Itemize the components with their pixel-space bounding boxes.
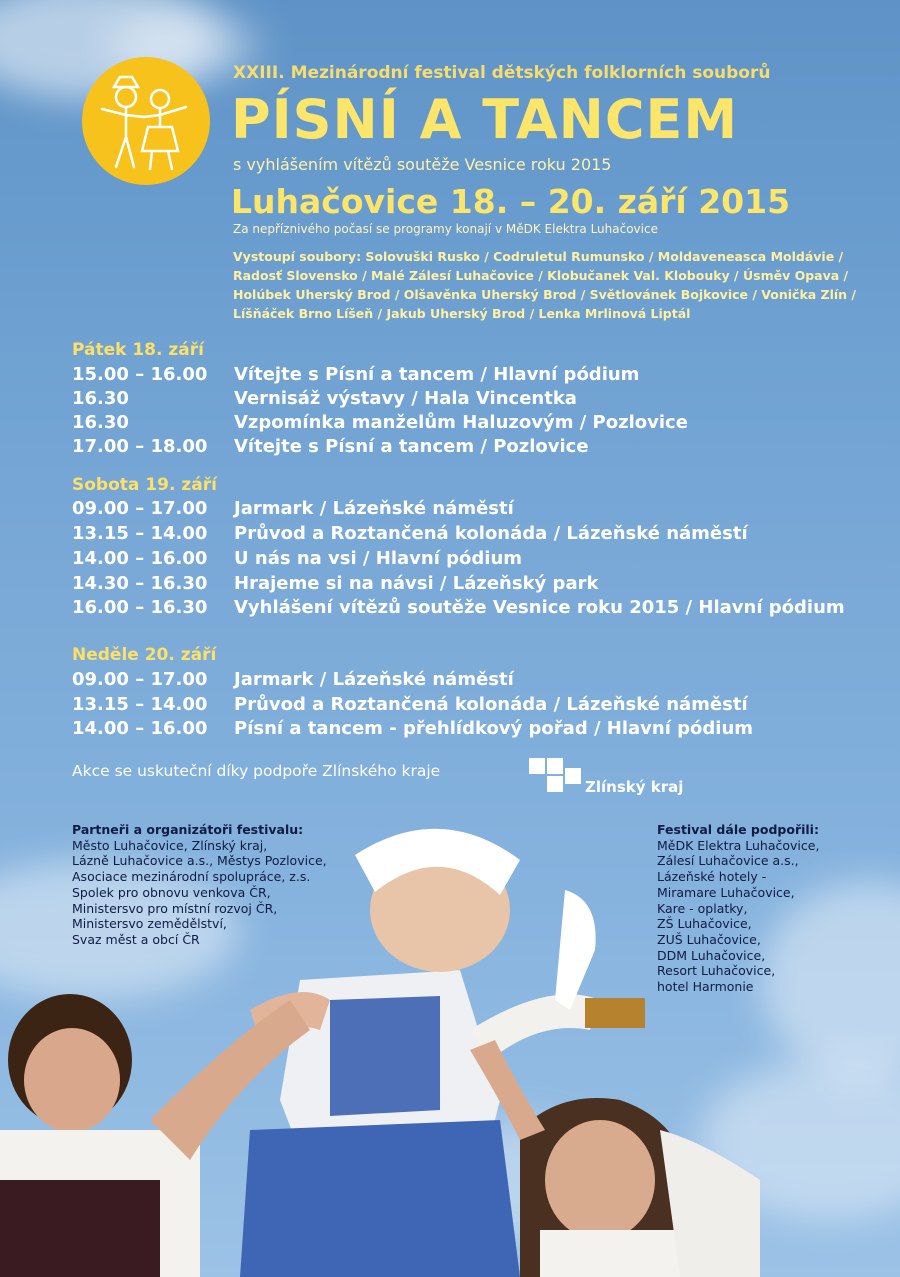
- supporter-line: Miramare Luhačovice,: [657, 884, 795, 900]
- schedule-row: [72, 669, 514, 690]
- event-title: Vítejte s Písní a tancem / Pozlovice: [234, 436, 589, 457]
- festival-subtitle: XXIII. Mezinárodní festival dětských folklorních souborů: [233, 63, 771, 83]
- supporter-line: Resort Luhačovice,: [657, 963, 776, 979]
- schedule-row: [72, 364, 639, 385]
- schedule-row: [72, 548, 522, 569]
- event-time: 13.15 – 14.00: [72, 694, 208, 715]
- supporter-line: MěDK Elektra Luhačovice,: [657, 837, 820, 853]
- partners-heading: Partneři a organizátoři festivalu:: [72, 822, 304, 837]
- supporters-heading: Festival dále podpořili:: [657, 822, 819, 837]
- event-time: 14.00 – 16.00: [72, 718, 208, 739]
- event-time: 09.00 – 17.00: [72, 669, 208, 690]
- performers-list: Vystoupí soubory: Solovuški Rusko / Codruletul Rumunsko / Moldaveneasca Moldávie / Radosť Slovensko / Malé Zálesí Luhačovice / Klobučanek Val. Klobouky / Úsměv Opava / Holúbek Uherský Brod / Olšavěnka Uherský Brod / Světlovánek Bojkovice / Vonička Zlín / Líšňáček Brno Líšeň / Jakub Uherský Brod / Lenka Mrlinová Liptál: [233, 249, 856, 321]
- schedule-row: [72, 694, 748, 715]
- festival-tagline: s vyhlášením vítězů soutěže Vesnice roku 2015: [233, 155, 612, 174]
- event-title: Průvod a Roztančená kolonáda / Lázeňské náměstí: [234, 694, 748, 715]
- day-heading-saturday: Sobota 19. září: [72, 475, 217, 495]
- partner-line: Svaz měst a obcí ČR: [72, 931, 200, 947]
- day-heading-sunday: Neděle 20. září: [72, 645, 217, 665]
- supporter-line: DDM Luhačovice,: [657, 947, 766, 963]
- event-title: Písní a tancem - přehlídkový pořad / Hlavní pódium: [234, 718, 754, 739]
- schedule-row: [72, 436, 589, 457]
- schedule-row: [72, 523, 748, 544]
- festival-place-date: Luhačovice 18. – 20. září 2015: [231, 182, 791, 221]
- supporter-line: ZUŠ Luhačovice,: [657, 931, 761, 947]
- partners-block: [72, 822, 327, 948]
- zlin-region-label: Zlínský kraj: [585, 778, 684, 796]
- partner-line: Ministersvo zemědělství,: [72, 916, 227, 932]
- event-title: Jarmark / Lázeňské náměstí: [234, 669, 514, 690]
- supporter-line: Kare - oplatky,: [657, 900, 748, 916]
- event-time: 14.30 – 16.30: [72, 573, 208, 594]
- event-time: 16.30: [72, 412, 129, 433]
- schedule-row: [72, 597, 845, 618]
- partner-line: Lázně Luhačovice a.s., Městys Pozlovice,: [72, 853, 327, 869]
- event-time: 14.00 – 16.00: [72, 548, 208, 569]
- dancing-children-icon: [82, 57, 210, 185]
- event-time: 09.00 – 17.00: [72, 498, 208, 519]
- supporter-line: Lázeňské hotely -: [657, 869, 767, 885]
- event-title: Vernisáž výstavy / Hala Vincentka: [234, 388, 577, 409]
- event-title: Hrajeme si na návsi / Lázeňský park: [234, 573, 599, 594]
- event-time: 16.00 – 16.30: [72, 597, 208, 618]
- schedule-row: [72, 498, 514, 519]
- event-time: 15.00 – 16.00: [72, 364, 208, 385]
- supporter-line: ZŠ Luhačovice,: [657, 916, 752, 932]
- weather-note: Za nepříznivého počasí se programy konají v MěDK Elektra Luhačovice: [233, 222, 658, 236]
- partner-line: Město Luhačovice, Zlínský kraj,: [72, 837, 268, 853]
- partner-line: Spolek pro obnovu venkova ČR,: [72, 884, 271, 900]
- event-title: U nás na vsi / Hlavní pódium: [234, 548, 523, 569]
- partner-line: Ministersvo pro místní rozvoj ČR,: [72, 900, 278, 916]
- event-title: Vítejte s Písní a tancem / Hlavní pódium: [234, 364, 640, 385]
- zlin-region-logo: [529, 758, 689, 798]
- festival-logo: [82, 57, 210, 185]
- supporter-line: hotel Harmonie: [657, 979, 754, 995]
- event-title: Jarmark / Lázeňské náměstí: [234, 498, 514, 519]
- supporters-block: [657, 822, 819, 995]
- event-title: Průvod a Roztančená kolonáda / Lázeňské náměstí: [234, 523, 748, 544]
- event-title: Vyhlášení vítězů soutěže Vesnice roku 2015 / Hlavní pódium: [234, 597, 845, 618]
- event-title: Vzpomínka manželům Haluzovým / Pozlovice: [234, 412, 688, 433]
- event-time: 17.00 – 18.00: [72, 436, 208, 457]
- event-time: 16.30: [72, 388, 129, 409]
- partner-line: Asociace mezinárodní spolupráce, z.s.: [72, 869, 311, 885]
- support-note: Akce se uskuteční díky podpoře Zlínského kraje: [72, 762, 441, 780]
- event-time: 13.15 – 14.00: [72, 523, 208, 544]
- day-heading-friday: Pátek 18. září: [72, 340, 204, 360]
- schedule-row: [72, 412, 688, 433]
- schedule-row: [72, 573, 598, 594]
- schedule-row: [72, 718, 753, 739]
- festival-title: PÍSNÍ A TANCEM: [231, 88, 739, 151]
- supporter-line: Zálesí Luhačovice a.s.,: [657, 853, 799, 869]
- schedule-row: [72, 388, 577, 409]
